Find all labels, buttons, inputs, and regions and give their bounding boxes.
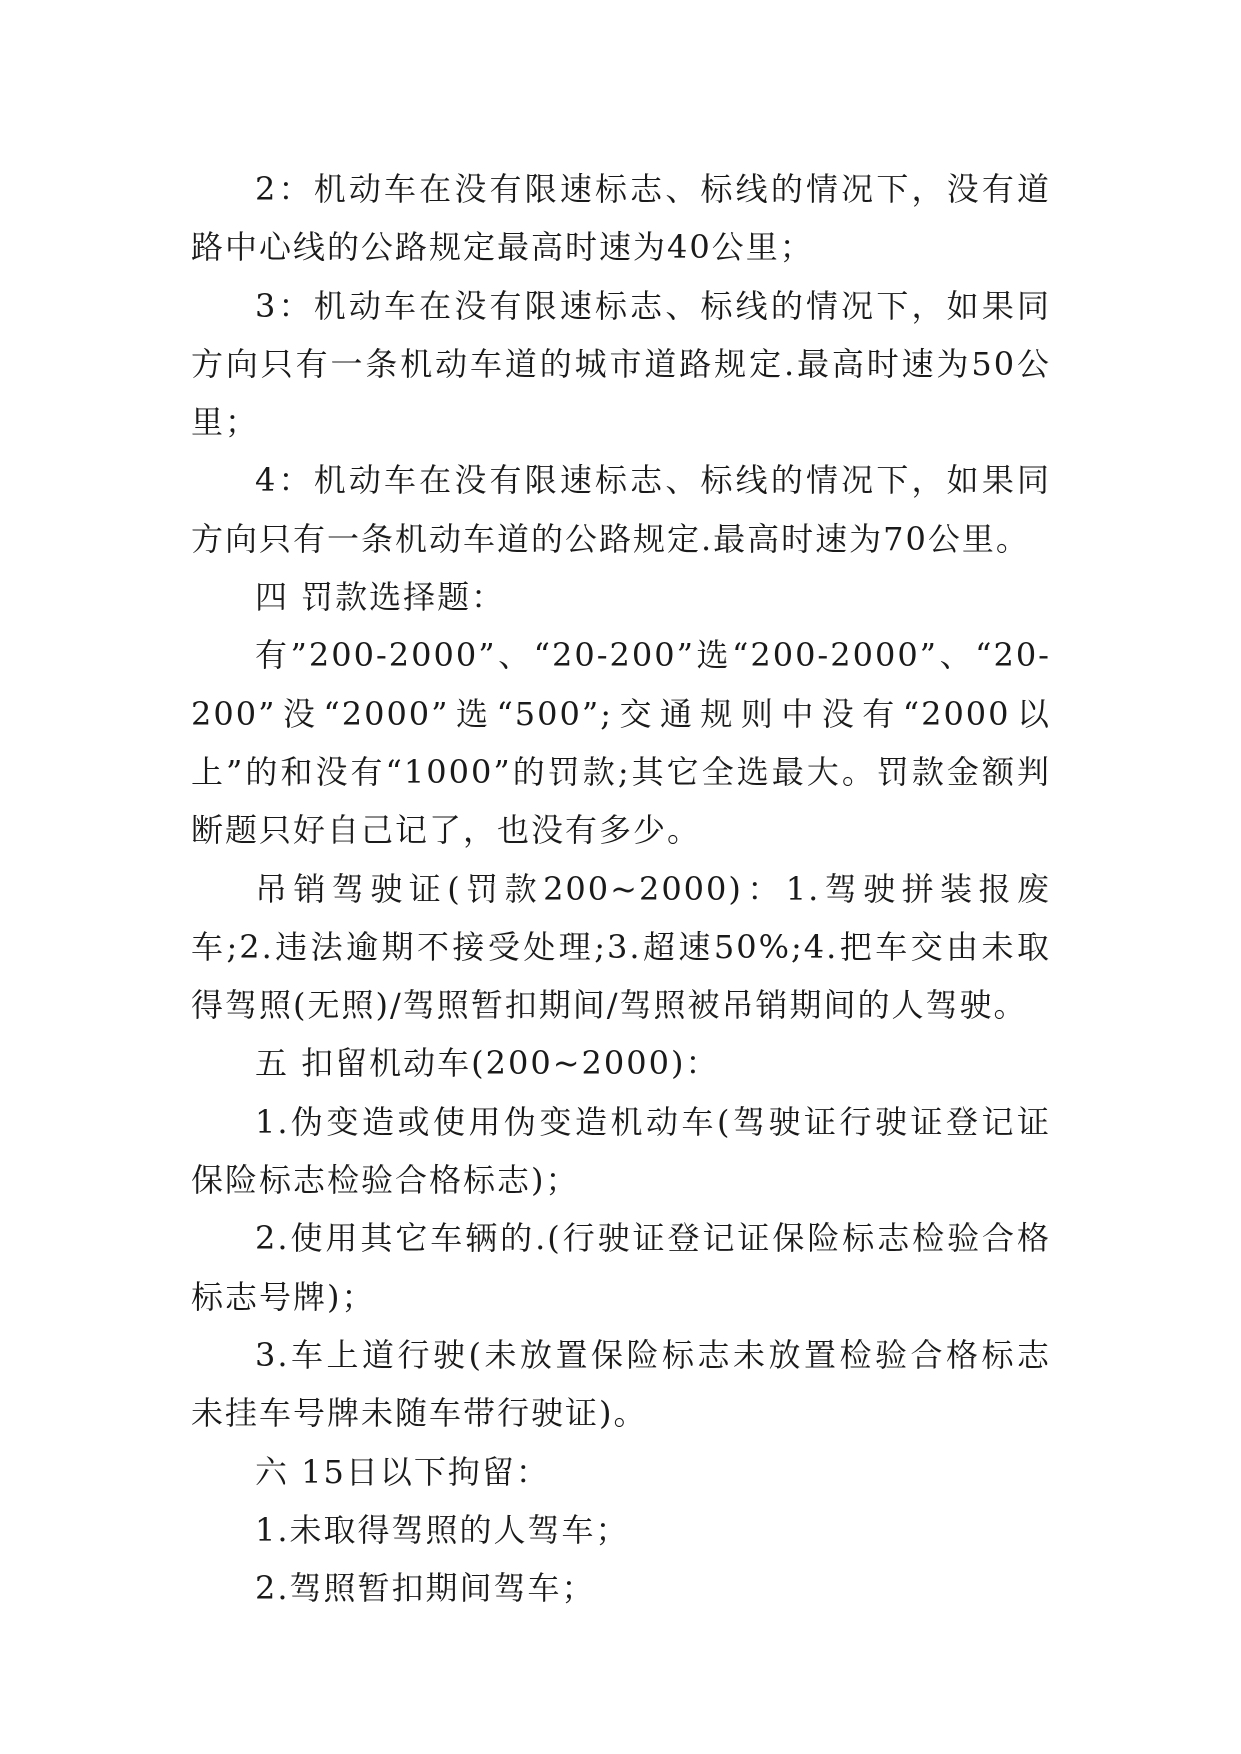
document-body [191,160,1051,1617]
paragraph-license-revocation: 吊销驾驶证(罚款200~2000)：1.驾驶拼装报废车;2.违法逾期不接受处理;3.超速50%;4.把车交由未取得驾照(无照)/驾照暂扣期间/驾照被吊销期间的人驾驶。 [191,869,1051,1025]
section-heading-vehicle-detention: 五 扣留机动车(200~2000)： [255,1044,720,1083]
section-heading-detention: 六 15日以下拘留： [255,1452,550,1491]
list-item-suspended-license-driving: 2.驾照暂扣期间驾车； [255,1569,596,1608]
list-item-forged-documents: 1.伪变造或使用伪变造机动车(驾驶证行驶证登记证保险标志检验合格标志)； [191,1102,1051,1200]
list-item-unlicensed-driving: 1.未取得驾照的人驾车； [255,1510,630,1549]
paragraph-speed-limit-3: 3：机动车在没有限速标志、标线的情况下，如果同方向只有一条机动车道的城市道路规定.最高时速为50公里； [191,286,1051,442]
section-heading-fines: 四 罚款选择题： [255,578,506,617]
list-item-other-vehicle-documents: 2.使用其它车辆的.(行驶证登记证保险标志检验合格标志号牌)； [191,1219,1051,1316]
paragraph-speed-limit-4: 4：机动车在没有限速标志、标线的情况下，如果同方向只有一条机动车道的公路规定.最高时速为70公里。 [191,461,1051,558]
paragraph-speed-limit-2: 2：机动车在没有限速标志、标线的情况下，没有道路中心线的公路规定最高时速为40公里； [191,170,1051,267]
list-item-missing-marks: 3.车上道行驶(未放置保险标志未放置检验合格标志未挂车号牌未随车带行驶证)。 [191,1335,1051,1433]
paragraph-fine-rules: 有”200-2000”、“20-200”选“200-2000”、“20-200”没“2000”选“500”;交通规则中没有“2000以上”的和没有“1000”的罚款;其它全选最大。罚款金额判断题只好自己记了，也没有多少。 [191,636,1051,850]
